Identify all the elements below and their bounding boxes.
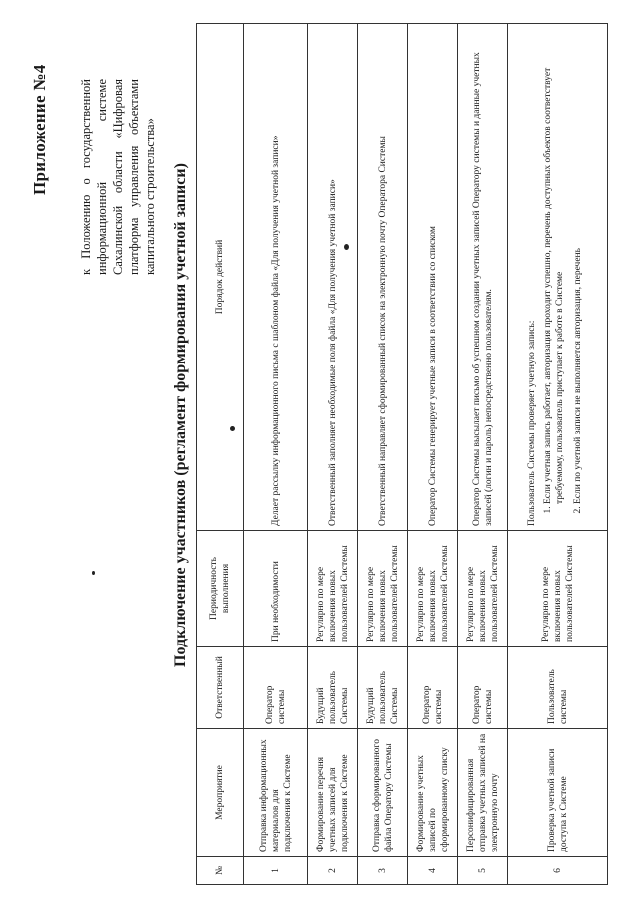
table-row (458, 24, 508, 885)
appendix-title: Приложение №4 (30, 64, 49, 195)
column-header-responsible: Ответственный (197, 647, 244, 729)
column-header-event: Мероприятие (197, 729, 244, 857)
row-frequency: Регулярно по мере включения новых пользователей Системы (458, 531, 508, 647)
row-responsible: Оператор системы (244, 647, 308, 729)
row-frequency: Регулярно по мере включения новых пользователей Системы (408, 531, 458, 647)
row-event: Персонифицированная отправка учетных записей на электронную почту (458, 729, 508, 857)
row-procedure: Пользователь Системы проверяет учетную запись: (526, 320, 537, 526)
row-frequency: Регулярно по мере включения новых пользователей Системы (308, 531, 358, 647)
row-procedure: Ответственный направляет сформированный список на электронную почту Оператора Системы (358, 24, 408, 531)
column-header-procedure: Порядок действий (197, 24, 244, 531)
row-event: Отправка сформированного файла Оператору Системы (358, 729, 408, 857)
row-frequency: Регулярно по мере включения новых пользователей Системы (508, 531, 608, 647)
document-title: Подключение участников (регламент формирования учетной записи) (172, 163, 189, 667)
table-header-row (197, 24, 244, 885)
table-row (408, 24, 458, 885)
row-number: 4 (408, 857, 458, 885)
table-row (244, 24, 308, 885)
row-responsible: Оператор системы (458, 647, 508, 729)
table-row (508, 24, 608, 885)
row-responsible: Оператор системы (408, 647, 458, 729)
table-row (308, 24, 358, 885)
row-procedure-cell (508, 24, 608, 531)
table-row (358, 24, 408, 885)
check-item: 1. Если учетная запись работает, авторизация проходит успешно, перечень доступных объектов соответствует требуемому, пользователь приступает к работе в Системе (542, 28, 566, 504)
scan-speck (92, 571, 95, 575)
row-number: 6 (508, 857, 608, 885)
steps-table (196, 23, 608, 885)
row-responsible: Пользователь системы (508, 647, 608, 729)
row-number: 1 (244, 857, 308, 885)
row-event: Проверка учетной записи доступа к Системе (508, 729, 608, 857)
row-procedure: Ответственный заполняет необходимые поля файла «Для получения учетной записи» (308, 24, 358, 531)
row-number: 5 (458, 857, 508, 885)
column-header-num: № (197, 857, 244, 885)
row-event: Формирование учетных записей по сформированному списку (408, 729, 458, 857)
regulation-reference: к Положению о государственной информационной системе Сахалинской области «Цифровая платформа управления объектами капитального строительства» (79, 79, 157, 275)
check-list (542, 28, 584, 526)
row-responsible: Будущий пользователь Системы (308, 647, 358, 729)
column-header-frequency: Периодичность выполнения (197, 531, 244, 647)
row-number: 3 (358, 857, 408, 885)
row-procedure: Делает рассылку информационного письма с шаблоном файла «Для получения учетной записи» (244, 24, 308, 531)
row-procedure: Оператор Системы генерирует учетные записи в соответствии со списком (408, 24, 458, 531)
row-frequency: При необходимости (244, 531, 308, 647)
row-event: Отправка информационных материалов для подключения к Системе (244, 729, 308, 857)
row-event: Формирование перечня учетных записей для подключения к Системе (308, 729, 358, 857)
row-responsible: Будущий пользователь Системы (358, 647, 408, 729)
row-frequency: Регулярно по мере включения новых пользователей Системы (358, 531, 408, 647)
row-procedure: Оператор Системы высылает письмо об успешном создании учетных записей Оператору системы и данные учетных записей (логин и пароль) непосредственно пользователям. (458, 24, 508, 531)
check-item: 2. Если по учетной записи не выполняется авторизация, перечень (572, 28, 584, 504)
row-number: 2 (308, 857, 358, 885)
